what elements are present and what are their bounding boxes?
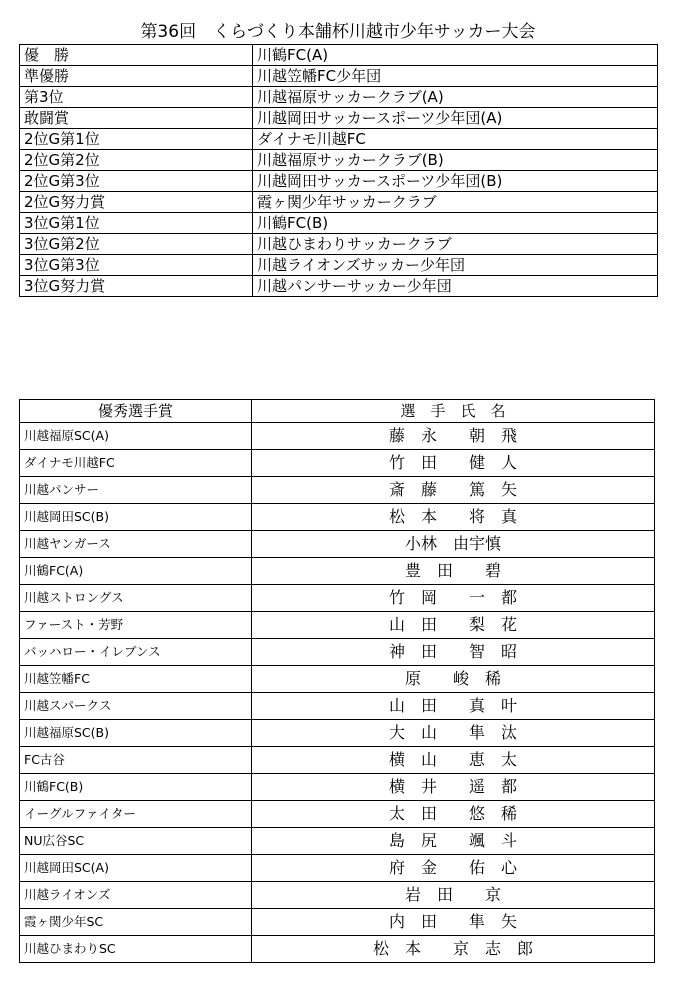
mvp-player: 山 田 真 叶 [252,693,655,720]
result-place: 3位G努力賞 [20,276,253,297]
mvp-row [20,639,655,666]
result-place: 3位G第3位 [20,255,253,276]
result-team: 川越福原サッカークラブ(A) [253,87,658,108]
mvp-team: バッハロー・イレブンス [20,639,252,666]
result-place: 敢闘賞 [20,108,253,129]
mvp-player: 横 山 恵 太 [252,747,655,774]
mvp-row [20,936,655,963]
mvp-team: 川越ヤンガース [20,531,252,558]
mvp-player: 小林 由宇慎 [252,531,655,558]
result-row [20,255,658,276]
result-row [20,87,658,108]
result-row [20,66,658,87]
mvp-row [20,828,655,855]
mvp-row [20,477,655,504]
mvp-team: 川越ライオンズ [20,882,252,909]
mvp-player: 竹 田 健 人 [252,450,655,477]
mvp-team: ダイナモ川越FC [20,450,252,477]
mvp-row [20,774,655,801]
mvp-row [20,909,655,936]
result-team: 川越福原サッカークラブ(B) [253,150,658,171]
page-title: 第36回 くらづくり本舗杯川越市少年サッカー大会 [140,22,536,42]
result-team: 川越ひまわりサッカークラブ [253,234,658,255]
mvp-table [19,399,655,963]
mvp-team: ファースト・芳野 [20,612,252,639]
mvp-player: 岩 田 京 [252,882,655,909]
mvp-player: 松 本 京 志 郎 [252,936,655,963]
result-team: ダイナモ川越FC [253,129,658,150]
mvp-player: 府 金 佑 心 [252,855,655,882]
mvp-player: 豊 田 碧 [252,558,655,585]
result-team: 川越ライオンズサッカー少年団 [253,255,658,276]
mvp-player: 藤 永 朝 飛 [252,423,655,450]
result-team: 川越笠幡FC少年団 [253,66,658,87]
mvp-row [20,450,655,477]
mvp-player: 松 本 将 真 [252,504,655,531]
mvp-team: 霞ヶ関少年SC [20,909,252,936]
mvp-player: 横 井 遥 都 [252,774,655,801]
mvp-team: 川鶴FC(B) [20,774,252,801]
result-team: 川鶴FC(A) [253,45,658,66]
result-row [20,276,658,297]
result-row [20,192,658,213]
mvp-player: 山 田 梨 花 [252,612,655,639]
mvp-team: FC古谷 [20,747,252,774]
mvp-player: 太 田 悠 稀 [252,801,655,828]
mvp-team: 川越笠幡FC [20,666,252,693]
result-row [20,129,658,150]
result-place: 2位G努力賞 [20,192,253,213]
result-team: 霞ヶ関少年サッカークラブ [253,192,658,213]
result-row [20,108,658,129]
result-place: 準優勝 [20,66,253,87]
result-row [20,171,658,192]
mvp-header-team: 優秀選手賞 [20,400,252,423]
mvp-row [20,612,655,639]
result-place: 2位G第3位 [20,171,253,192]
mvp-row [20,720,655,747]
mvp-player: 神 田 智 昭 [252,639,655,666]
result-row [20,150,658,171]
mvp-player: 大 山 隼 汰 [252,720,655,747]
mvp-player: 竹 岡 一 都 [252,585,655,612]
result-team: 川越岡田サッカースポーツ少年団(B) [253,171,658,192]
result-team: 川鶴FC(B) [253,213,658,234]
mvp-header-player: 選 手 氏 名 [252,400,655,423]
mvp-team: 川越ストロングス [20,585,252,612]
mvp-player: 島 尻 颯 斗 [252,828,655,855]
result-place: 2位G第2位 [20,150,253,171]
mvp-team: 川鶴FC(A) [20,558,252,585]
mvp-row [20,585,655,612]
result-place: 2位G第1位 [20,129,253,150]
mvp-team: 川越岡田SC(A) [20,855,252,882]
result-row [20,234,658,255]
mvp-row [20,747,655,774]
mvp-team: 川越ひまわりSC [20,936,252,963]
result-place: 第3位 [20,87,253,108]
mvp-row [20,855,655,882]
mvp-team: NU広谷SC [20,828,252,855]
mvp-team: 川越岡田SC(B) [20,504,252,531]
result-row [20,213,658,234]
mvp-team: 川越福原SC(B) [20,720,252,747]
mvp-row [20,558,655,585]
mvp-row [20,531,655,558]
mvp-team: 川越パンサー [20,477,252,504]
mvp-team: イーグルファイター [20,801,252,828]
mvp-team: 川越スパークス [20,693,252,720]
mvp-row [20,801,655,828]
mvp-row [20,423,655,450]
result-team: 川越岡田サッカースポーツ少年団(A) [253,108,658,129]
mvp-row [20,504,655,531]
mvp-row [20,693,655,720]
results-table [19,44,658,297]
mvp-row [20,882,655,909]
mvp-player: 内 田 隼 矢 [252,909,655,936]
result-place: 3位G第2位 [20,234,253,255]
mvp-player: 斎 藤 篤 矢 [252,477,655,504]
result-place: 優 勝 [20,45,253,66]
mvp-team: 川越福原SC(A) [20,423,252,450]
mvp-row [20,666,655,693]
result-place: 3位G第1位 [20,213,253,234]
result-row [20,45,658,66]
mvp-header-row [20,400,655,423]
mvp-player: 原 峻 稀 [252,666,655,693]
result-team: 川越パンサーサッカー少年団 [253,276,658,297]
